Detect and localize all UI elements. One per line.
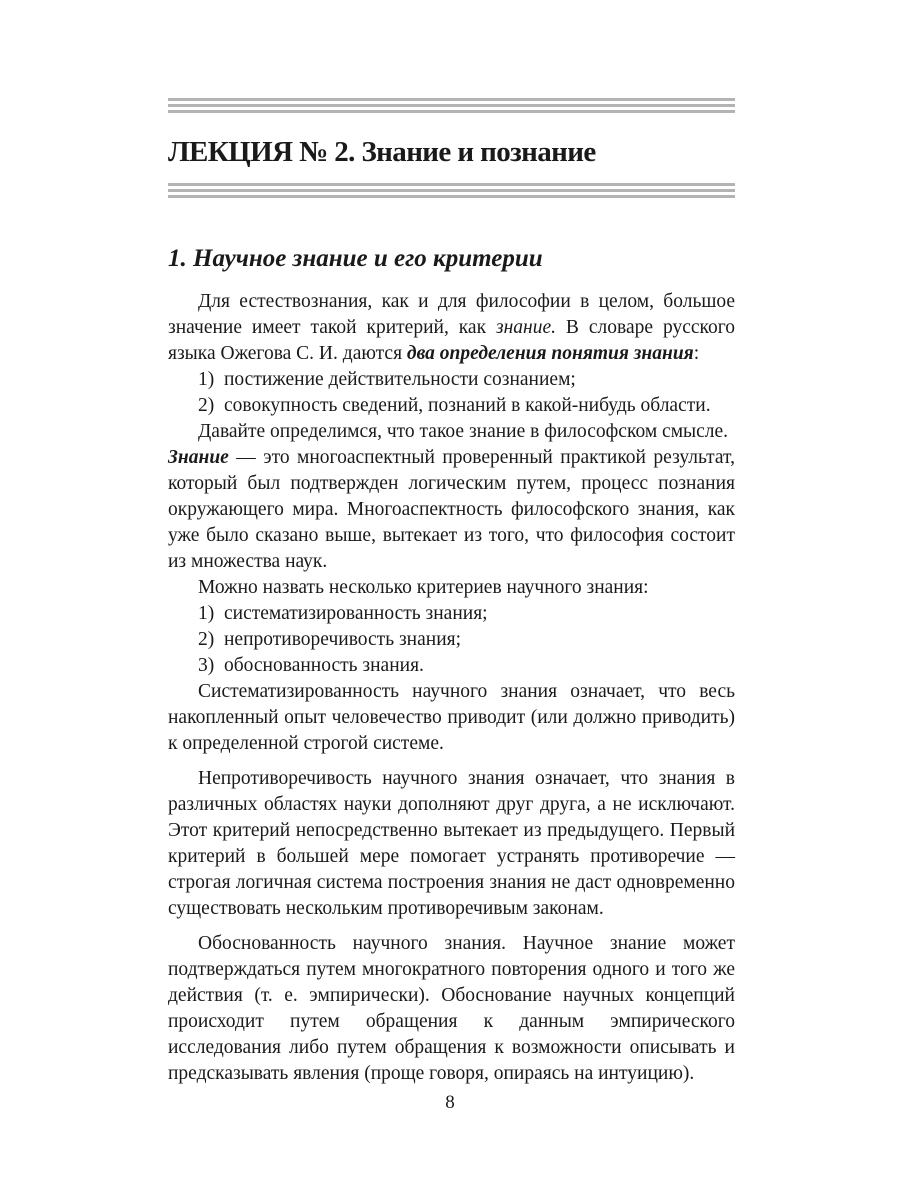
lecture-title: ЛЕКЦИЯ № 2. Знание и познание: [168, 136, 596, 168]
paragraph-knowledge-definition: Знание — это многоаспектный проверенный практикой результат, который был подтвержден логическим путем, процесс познания окружающего мира. Многоаспектность философского знания, как уже было сказано выше, вытекает из того, что философия состоит из множества наук.: [168, 447, 735, 572]
section-title: 1. Научное знание и его критерии: [168, 245, 543, 272]
body-text: [168, 289, 735, 1087]
paragraph-consistency: Непротиворечивость научного знания означает, что знания в различных областях науки дополняют друг друга, а не исключают. Этот критерий непосредственно вытекает из предыдущего. Первый критерий в большей мере помогает устранять противоречие — строгая логичная система построения знания не даст одновременно существовать нескольким противоречивым законам.: [168, 768, 735, 919]
emphasis-two-definitions: два определения понятия знания: [406, 343, 694, 364]
criteria-item-1: 1) систематизированность знания;: [198, 603, 488, 624]
paragraph-philosophical-sense: Давайте определимся, что такое знание в философском смысле.: [198, 421, 729, 442]
paragraph-systematization: Систематизированность научного знания означает, что весь накопленный опыт человечество приводит (или должно приводить) к определенной строгой системе.: [168, 681, 735, 754]
paragraph-intro: Для естествознания, как и для философии в целом, большое значение имеет такой критерий, как знание. В словаре русского языка Ожегова С. И. даются два определения понятия знания:: [168, 291, 735, 364]
header-rule-top: [168, 98, 735, 116]
criteria-item-3: 3) обоснованность знания.: [198, 655, 424, 676]
definition-item-2: 2) совокупность сведений, познаний в какой-нибудь области.: [198, 395, 711, 416]
criteria-item-2: 2) непротиворечивость знания;: [198, 629, 462, 650]
header-rule-bottom: [168, 183, 735, 201]
term-knowledge: Знание: [168, 447, 229, 468]
paragraph-criteria-intro: Можно назвать несколько критериев научного знания:: [198, 577, 649, 598]
term-knowledge-italic: знание.: [496, 317, 556, 338]
definition-item-1: 1) постижение действительности сознанием;: [198, 369, 576, 390]
paragraph-validity: Обоснованность научного знания. Научное знание может подтверждаться путем многократного повторения одного и того же действия (т. е. эмпирически). Обоснование научных концепций происходит путем обращения к данным эмпирического исследования либо путем обращения к возможности описывать и предсказывать явления (проще говоря, опираясь на интуицию).: [168, 933, 735, 1084]
page-number: 8: [445, 1092, 455, 1113]
